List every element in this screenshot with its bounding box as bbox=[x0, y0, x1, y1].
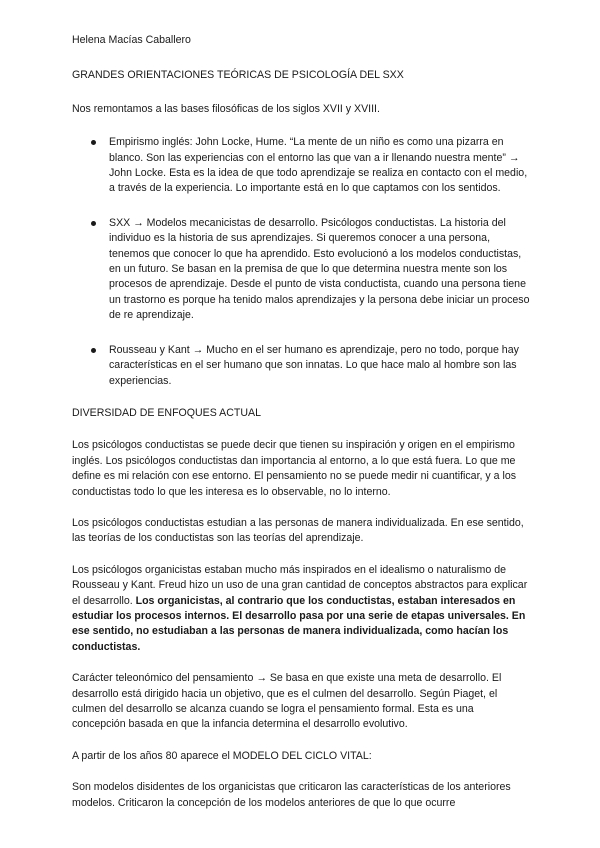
author-name: Helena Macías Caballero bbox=[72, 34, 191, 46]
list-item bbox=[109, 135, 530, 197]
list-item-text: Rousseau y Kant → Mucho en el ser humano es aprendizaje, pero no todo, porque hay características en el ser humano que son innatas. Lo que hace malo al hombre son las experiencias. bbox=[109, 343, 519, 387]
paragraph-ciclo-vital: A partir de los años 80 aparece el MODELO DEL CICLO VITAL: bbox=[72, 749, 372, 762]
paragraph-conductistas-aprendizaje: Los psicólogos conductistas estudian a las personas de manera individualizada. En ese sentido, las teorías de los conductistas son las teorías del aprendizaje. bbox=[72, 516, 524, 545]
bullet-icon bbox=[91, 348, 96, 353]
list-item-text: SXX → Modelos mecanicistas de desarrollo. Psicólogos conductistas. La historia del individuo es la historia de sus aprendizajes. Si queremos conocer a una persona, tenemos que conocer lo que ha aprendido. Esto evolucionó a los modelos conductistas, en un futuro. Se basan en la premisa de que lo que determina nuestra mente son los procesos de aprendizaje. Desde el punto de vista conductista, cuando una persona tiene un trastorno es porque ha tenido malos aprendizajes y la persona debe iniciar un proceso de re aprendizaje. bbox=[109, 216, 530, 322]
paragraph-teleonomico: Carácter teleonómico del pensamiento → Se basa en que existe una meta de desarrollo. El desarrollo está dirigido hacia un objetivo, que es el culmen del desarrollo. Según Piaget, el culmen del desarrollo se alcanza cuando se logra el pensamiento formal. Esta es una concepción basada en que la infancia determina el desarrollo evolutivo. bbox=[72, 672, 502, 731]
bullet-icon bbox=[91, 221, 96, 226]
paragraph-conductistas-origen: Los psicólogos conductistas se puede decir que tienen su inspiración y origen en el empirismo inglés. Los psicólogos conductistas dan importancia al entorno, a lo que está fuera. Lo que me define es mi relación con ese entorno. El pensamiento no se puede medir ni cuantificar, y a los conductistas todo lo que les interesa es lo observable, no lo interno. bbox=[72, 439, 517, 498]
intro-paragraph: Nos remontamos a las bases filosóficas de los siglos XVII y XVIII. bbox=[72, 102, 380, 115]
list-item bbox=[109, 216, 530, 324]
paragraph-organicistas-text: Los psicólogos organicistas estaban mucho más inspirados en el idealismo o naturalismo de Rousseau y Kant. Freud hizo un uso de una gran cantidad de conceptos abstractos para explicar el desarrollo. bbox=[72, 563, 528, 607]
bullet-icon bbox=[91, 140, 96, 145]
section-heading: DIVERSIDAD DE ENFOQUES ACTUAL bbox=[72, 406, 261, 419]
paragraph-organicistas bbox=[72, 563, 530, 655]
list-item-text: Empirismo inglés: John Locke, Hume. “La mente de un niño es como una pizarra en blanco. Son las experiencias con el entorno las que van a ir llenando nuestra mente” → John Locke. Esta es la idea de que todo aprendizaje se realiza en contacto con el medio, a través de la experiencia. Lo importante está en lo que captamos con los sentidos. bbox=[109, 136, 528, 195]
list-item bbox=[109, 343, 530, 389]
paragraph-organicistas-bold-text: Los organicistas, al contrario que los conductistas, estaban interesados en estudiar los procesos internos. El desarrollo pasa por una serie de etapas universales. En ese sentido, no estudiaban a las personas de manera individualizada, como hacían los conductistas. bbox=[72, 594, 526, 653]
document-body bbox=[72, 33, 530, 827]
paragraph-modelos-disidentes: Son modelos disidentes de los organicistas que criticaron las características de los anteriores modelos. Criticaron la concepción de los modelos anteriores de que lo que ocurre bbox=[72, 781, 511, 809]
bullet-list bbox=[72, 135, 530, 389]
document-title: GRANDES ORIENTACIONES TEÓRICAS DE PSICOLOGÍA DEL SXX bbox=[72, 69, 404, 82]
